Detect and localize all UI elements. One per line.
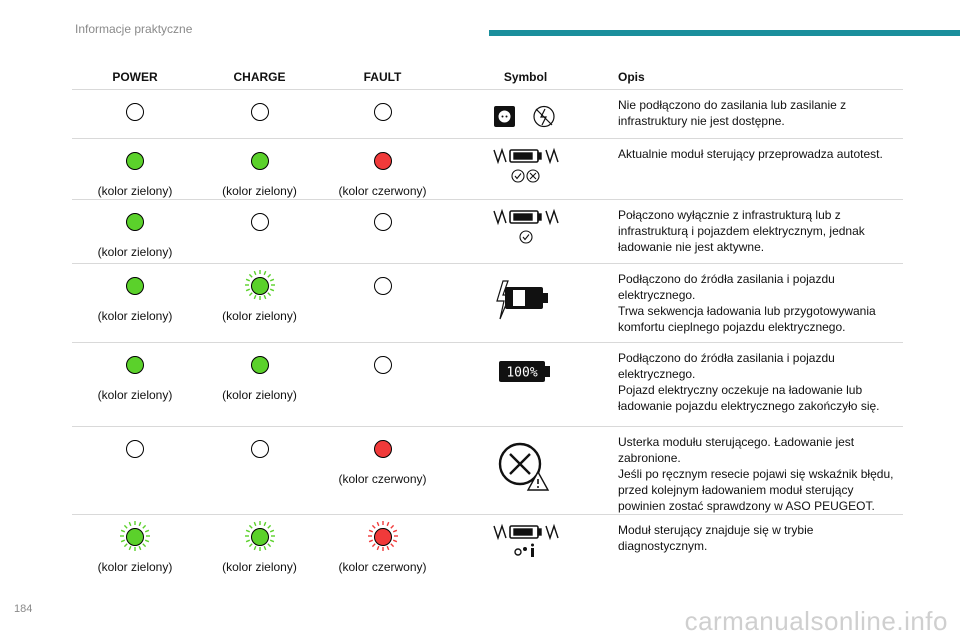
led-color-label: (kolor czerwony) [338, 184, 427, 198]
led-green-icon [251, 152, 269, 170]
description-cell [607, 139, 903, 200]
page-number: 184 [14, 603, 33, 615]
fault-led-cell [321, 200, 444, 264]
table-row [72, 200, 903, 264]
symbol-cell [444, 343, 607, 427]
description-cell [607, 343, 903, 427]
symbol-cell [444, 139, 607, 200]
led-color-label: (kolor zielony) [222, 560, 297, 574]
table-row [72, 264, 903, 343]
led-off-icon [374, 213, 392, 231]
led-red-icon [374, 152, 392, 170]
charge-led-cell [198, 90, 321, 139]
description-line: Moduł sterujący znajduje się w trybie diagnostycznym. [618, 523, 814, 553]
led-off-icon [126, 103, 144, 121]
led-green-icon [126, 152, 144, 170]
battery-percent-label: 100% [505, 365, 538, 381]
led-color-label: (kolor zielony) [97, 388, 173, 402]
led-off-icon [374, 277, 392, 295]
cable-check-icon [486, 207, 566, 247]
fault-led-cell [321, 139, 444, 200]
symbol-cell [444, 515, 607, 576]
description-cell [607, 200, 903, 264]
led-green-blinking-icon [251, 277, 269, 295]
power-led-cell [72, 200, 198, 264]
col-header-desc: Opis [607, 65, 903, 90]
col-header-power: POWER [72, 65, 198, 90]
description-line: Trwa sekwencja ładowania lub przygotowywania komfortu cieplnego pojazdu elektrycznego. [618, 304, 876, 334]
charge-led-cell [198, 139, 321, 200]
charge-led-cell [198, 264, 321, 343]
led-off-icon [374, 356, 392, 374]
fault-led-cell [321, 90, 444, 139]
led-green-blinking-icon [251, 528, 269, 546]
power-led-cell [72, 90, 198, 139]
led-off-icon [251, 440, 269, 458]
col-header-charge: CHARGE [198, 65, 321, 90]
charge-led-cell [198, 200, 321, 264]
table-row [72, 343, 903, 427]
description-line: Połączono wyłącznie z infrastrukturą lub z infrastrukturą i pojazdem elektrycznym, jednak ładowanie nie jest aktywne. [618, 208, 865, 254]
description-line: Aktualnie moduł sterujący przeprowadza autotest. [618, 147, 883, 161]
led-green-blinking-icon [126, 528, 144, 546]
led-color-label: (kolor zielony) [222, 184, 297, 198]
description-line: Usterka modułu sterującego. Ładowanie jest zabronione. [618, 435, 855, 465]
led-green-icon [126, 356, 144, 374]
led-color-label: (kolor zielony) [97, 245, 173, 259]
charge-led-cell [198, 427, 321, 515]
symbol-cell [444, 200, 607, 264]
no-power-icon [486, 101, 566, 133]
table-row [72, 90, 903, 139]
led-color-label: (kolor czerwony) [338, 560, 427, 574]
led-red-blinking-icon [374, 528, 392, 546]
led-red-icon [374, 440, 392, 458]
description-cell [607, 90, 903, 139]
fault-warning-icon [486, 438, 566, 498]
symbol-cell [444, 90, 607, 139]
led-color-label: (kolor zielony) [222, 309, 297, 323]
symbol-cell [444, 264, 607, 343]
power-led-cell [72, 343, 198, 427]
header-accent-bar [489, 30, 960, 36]
table-row [72, 427, 903, 515]
charge-led-cell [198, 343, 321, 427]
fault-led-cell [321, 343, 444, 427]
led-color-label: (kolor zielony) [97, 309, 173, 323]
fault-led-cell [321, 427, 444, 515]
symbol-cell [444, 427, 607, 515]
watermark: carmanualsonline.info [684, 606, 948, 636]
table-row [72, 139, 903, 200]
description-line: Nie podłączono do zasilania lub zasilanie z infrastruktury nie jest dostępne. [618, 98, 847, 128]
col-header-symbol: Symbol [444, 65, 607, 90]
table-row [72, 515, 903, 576]
cable-check-cross-icon [486, 146, 566, 186]
fault-led-cell [321, 515, 444, 576]
led-color-label: (kolor czerwony) [338, 472, 427, 486]
description-cell [607, 515, 903, 576]
led-off-icon [126, 440, 144, 458]
led-green-icon [126, 213, 144, 231]
fault-led-cell [321, 264, 444, 343]
charging-module-indicator-table [72, 65, 903, 575]
description-cell [607, 264, 903, 343]
description-cell [607, 427, 903, 515]
cable-diagnostic-icon [486, 522, 566, 562]
led-green-icon [126, 277, 144, 295]
description-line: Podłączono do źródła zasilania i pojazdu elektrycznego. [618, 351, 835, 381]
led-green-icon [251, 356, 269, 374]
led-color-label: (kolor zielony) [222, 388, 297, 402]
led-color-label: (kolor zielony) [97, 560, 173, 574]
power-led-cell [72, 427, 198, 515]
page-header-title: Informacje praktyczne [75, 22, 193, 36]
led-off-icon [251, 103, 269, 121]
description-line: Pojazd elektryczny oczekuje na ładowanie lub ładowanie pojazdu elektrycznego zakończyło się. [618, 383, 880, 413]
description-line: Podłączono do źródła zasilania i pojazdu elektrycznego. [618, 272, 835, 302]
power-led-cell [72, 264, 198, 343]
led-off-icon [374, 103, 392, 121]
table-header-row [72, 65, 903, 90]
battery-full-icon [491, 356, 561, 390]
power-led-cell [72, 515, 198, 576]
col-header-fault: FAULT [321, 65, 444, 90]
led-off-icon [251, 213, 269, 231]
charge-led-cell [198, 515, 321, 576]
power-led-cell [72, 139, 198, 200]
led-color-label: (kolor zielony) [97, 184, 173, 198]
battery-charging-icon [491, 275, 561, 325]
description-line: Jeśli po ręcznym resecie pojawi się wskaźnik błędu, przed kolejnym ładowaniem moduł sterujący powinien zostać sprawdzony w ASO PEUGEOT. [618, 467, 894, 513]
